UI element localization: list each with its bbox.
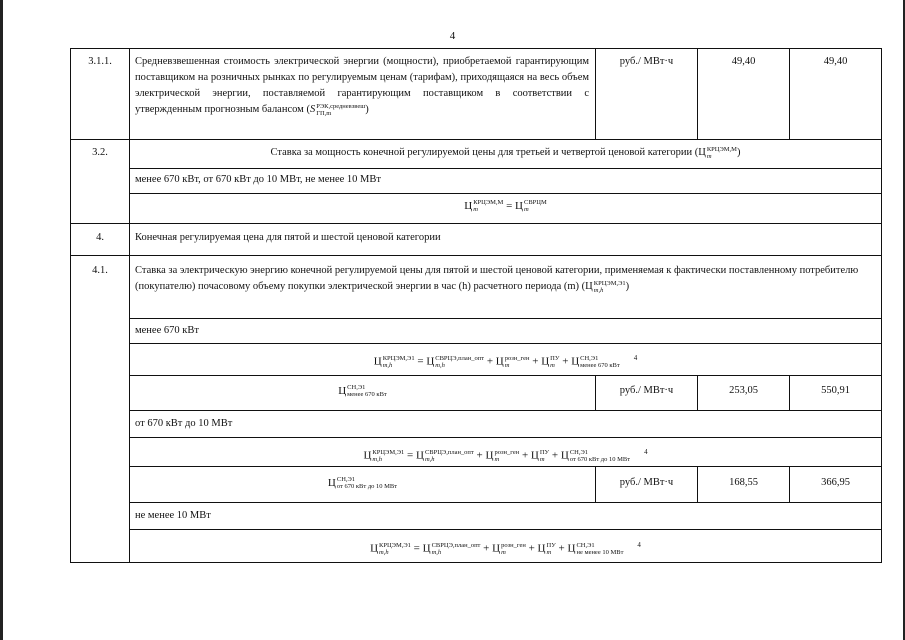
group-label: менее 670 кВт	[135, 325, 199, 336]
row-description: Конечная регулируемая цена для пятой и шестой ценовой категории	[135, 232, 441, 243]
formula-price: Ц КРЦЭМ,Э1 m,h = Ц СВРЦЭ,план_опт m,h + Ц розн_ген m + Ц ПУ m + Ц СН,Э1 от 670 кВт до 10 МВт $^4$	[363, 448, 648, 464]
row-description: Ставка за мощность конечной регулируемой цены для третьей и четвертой ценовой категории (Ц КРЦЭМ,М m )	[270, 145, 741, 160]
footnote-marker: 4	[633, 354, 638, 362]
row-description: Ставка за электрическую энергию конечной регулируемой цены для пятой и шестой ценовой категории, применяемая к фактически поставленному потребителю (покупателю) почасовому объему покупки электрической энергии в час (h) расчетного периода (m) (Ц КРЦЭМ,Э1 m,h )	[135, 265, 859, 294]
value-1: 168,55	[729, 477, 758, 488]
group-label: не менее 10 МВт	[135, 510, 211, 521]
row-number: 4.1.	[92, 265, 108, 276]
row-number: 3.2.	[92, 147, 108, 158]
value-1: 49,40	[731, 56, 756, 67]
unit: руб./ МВт·ч	[619, 477, 674, 488]
row-number: 3.1.1.	[88, 56, 112, 67]
group-label: от 670 кВт до 10 МВт	[135, 418, 233, 429]
page-number: 4	[449, 30, 456, 42]
value-1: 253,05	[729, 385, 758, 396]
footnote-marker: 4	[644, 448, 648, 456]
value-2: 49,40	[823, 56, 848, 67]
footnote-marker: 4	[637, 541, 641, 549]
unit: руб./ МВт·ч	[619, 56, 674, 67]
capacity-range: менее 670 кВт, от 670 кВт до 10 МВт, не менее 10 МВт	[135, 174, 381, 185]
formula-price: Ц КРЦЭМ,Э1 m,h = Ц СВРЦЭ,план_опт m,h + Ц розн_ген m + Ц ПУ m + Ц СН,Э1 не менее 10 МВт $^4$	[370, 541, 641, 557]
row-number: 4.	[96, 232, 104, 243]
value-2: 366,95	[821, 477, 850, 488]
value-2: 550,91	[821, 385, 850, 396]
unit: руб./ МВт·ч	[619, 385, 674, 396]
formula-capacity: Ц КРЦЭМ,М m = Ц СВРЦМ m	[464, 199, 547, 214]
formula-price: Ц КРЦЭМ,Э1 m,h = Ц СВРЦЭ,план_опт m,h + Ц розн_ген m + Ц ПУ m + Ц СН,Э1 менее 670 кВт $^4$	[373, 354, 638, 370]
cn-symbol: Ц СН,Э1 от 670 кВт до 10 МВт	[327, 476, 398, 491]
cn-symbol: Ц СН,Э1 менее 670 кВт	[338, 384, 387, 399]
row-description: Средневзвешенная стоимость электрической энергии (мощности), приобретаемой гарантирующим поставщиком на розничных рынках по регулируемым ценам (тарифам), приходящаяся на весь объем электрической энергии, поставляемой гарантирующим поставщиком в соответствии с утвержденным прогнозным балансом (S РЭК,средневзвеш ГП,m )	[135, 56, 589, 117]
